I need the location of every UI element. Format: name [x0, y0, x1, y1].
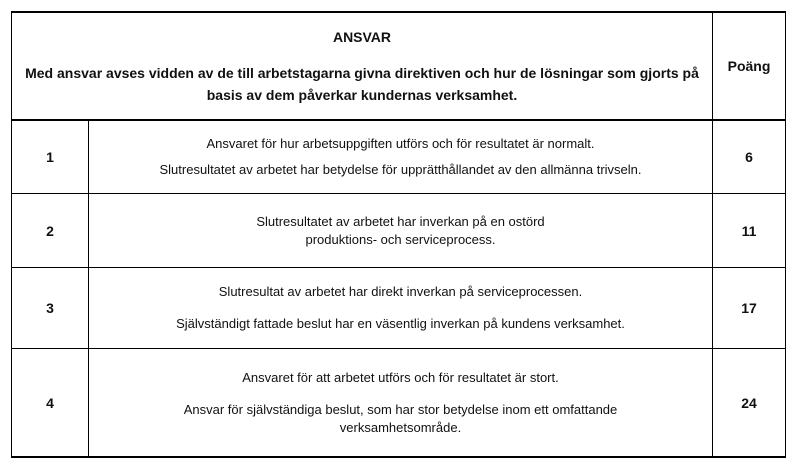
level-cell: 4: [12, 349, 89, 458]
table-header-row: [12, 12, 786, 120]
points-cell: 17: [713, 268, 786, 349]
table-row: [12, 268, 786, 349]
level-cell: 3: [12, 268, 89, 349]
header-cell: [12, 12, 713, 120]
points-column-header: Poäng: [713, 12, 786, 120]
ansvar-document: [11, 11, 785, 455]
description-cell: [89, 194, 713, 268]
level-cell: 1: [12, 120, 89, 194]
description-line: Ansvaret för att arbetet utförs och för resultatet är stort.: [242, 369, 559, 385]
table-row: [12, 349, 786, 458]
description-cell: [89, 268, 713, 349]
points-cell: 11: [713, 194, 786, 268]
points-cell: 6: [713, 120, 786, 194]
description-line: Slutresultat av arbetet har direkt inverkan på serviceprocessen.: [218, 284, 583, 299]
table-row: [12, 194, 786, 268]
description-cell: [89, 120, 713, 194]
table-row: [12, 120, 786, 194]
description-line: Slutresultatet av arbetet har betydelse för upprätthållandet av den allmänna trivseln.: [159, 162, 642, 177]
ansvar-table: [11, 11, 786, 458]
level-cell: 2: [12, 194, 89, 268]
description-cell: [89, 349, 713, 458]
description-line: Självständigt fattade beslut har en väsentlig inverkan på kundens verksamhet.: [176, 316, 625, 331]
description-line: Slutresultatet av arbetet har inverkan på en ostörd produktions- och serviceprocess.: [256, 213, 545, 247]
table-description: Med ansvar avses vidden av de till arbetstagarna givna direktiven och hur de lösningar som gjorts på basis av dem påverkar kundernas verksamhet.: [25, 65, 699, 103]
table-title: ANSVAR: [332, 29, 392, 45]
points-cell: 24: [713, 349, 786, 458]
description-line: Ansvar för självständiga beslut, som har stor betydelse inom ett omfattande verksamhetsområde.: [183, 401, 618, 435]
description-line: Ansvaret för hur arbetsuppgiften utförs och för resultatet är normalt.: [206, 136, 595, 151]
